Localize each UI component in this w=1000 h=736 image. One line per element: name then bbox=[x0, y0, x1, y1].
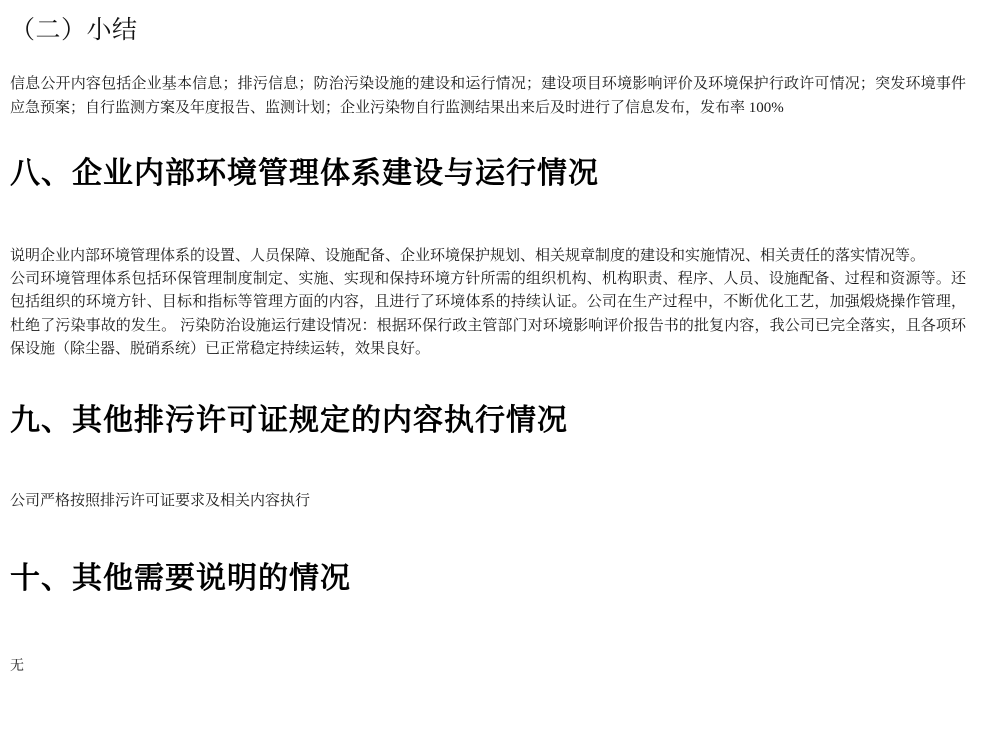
spacer bbox=[10, 513, 966, 559]
section-summary-title: （二）小结 bbox=[10, 15, 138, 44]
spacer bbox=[10, 120, 966, 154]
spacer bbox=[10, 45, 966, 73]
spacer bbox=[10, 440, 966, 490]
spacer bbox=[10, 361, 966, 401]
spacer bbox=[10, 598, 966, 656]
section-nine-heading: 九、其他排污许可证规定的内容执行情况 bbox=[10, 403, 568, 438]
section-eight-paragraph-2: 公司环境管理体系包括环保管理制度制定、实施、实现和保持环境方针所需的组织机构、机构职责、程序、人员、设施配备、过程和资源等。还包括组织的环境方针、目标和指标等管理方面的内容，且进行了环境体系的持续认证。公司在生产过程中，不断优化工艺，加强煅烧操作管理，杜绝了污染事故的发生。 污染防治设施运行建设情况：根据环保行政主管部门对环境影响评价报告书的批复内容，我公司已完全落实，且各项环保设施（除尘器、脱硝系统）已正常稳定持续运转，效果良好。 bbox=[10, 271, 966, 357]
spacer bbox=[10, 193, 966, 245]
section-eight-paragraph-1: 说明企业内部环境管理体系的设置、人员保障、设施配备、企业环境保护规划、相关规章制度的建设和实施情况、相关责任的落实情况等。 bbox=[10, 247, 926, 264]
section-summary-paragraph: 信息公开内容包括企业基本信息；排污信息；防治污染设施的建设和运行情况；建设项目环境影响评价及环境保护行政许可情况；突发环境事件应急预案；自行监测方案及年度报告、监测计划；企业污染物自行监测结果出来后及时进行了信息发布，发布率 100% bbox=[10, 76, 966, 116]
section-nine-paragraph: 公司严格按照排污许可证要求及相关内容执行 bbox=[10, 493, 311, 509]
section-ten-paragraph: 无 bbox=[10, 659, 24, 675]
document-page bbox=[0, 14, 1000, 736]
section-eight-heading: 八、企业内部环境管理体系建设与运行情况 bbox=[10, 155, 599, 191]
section-ten-heading: 十、其他需要说明的情况 bbox=[10, 561, 351, 597]
